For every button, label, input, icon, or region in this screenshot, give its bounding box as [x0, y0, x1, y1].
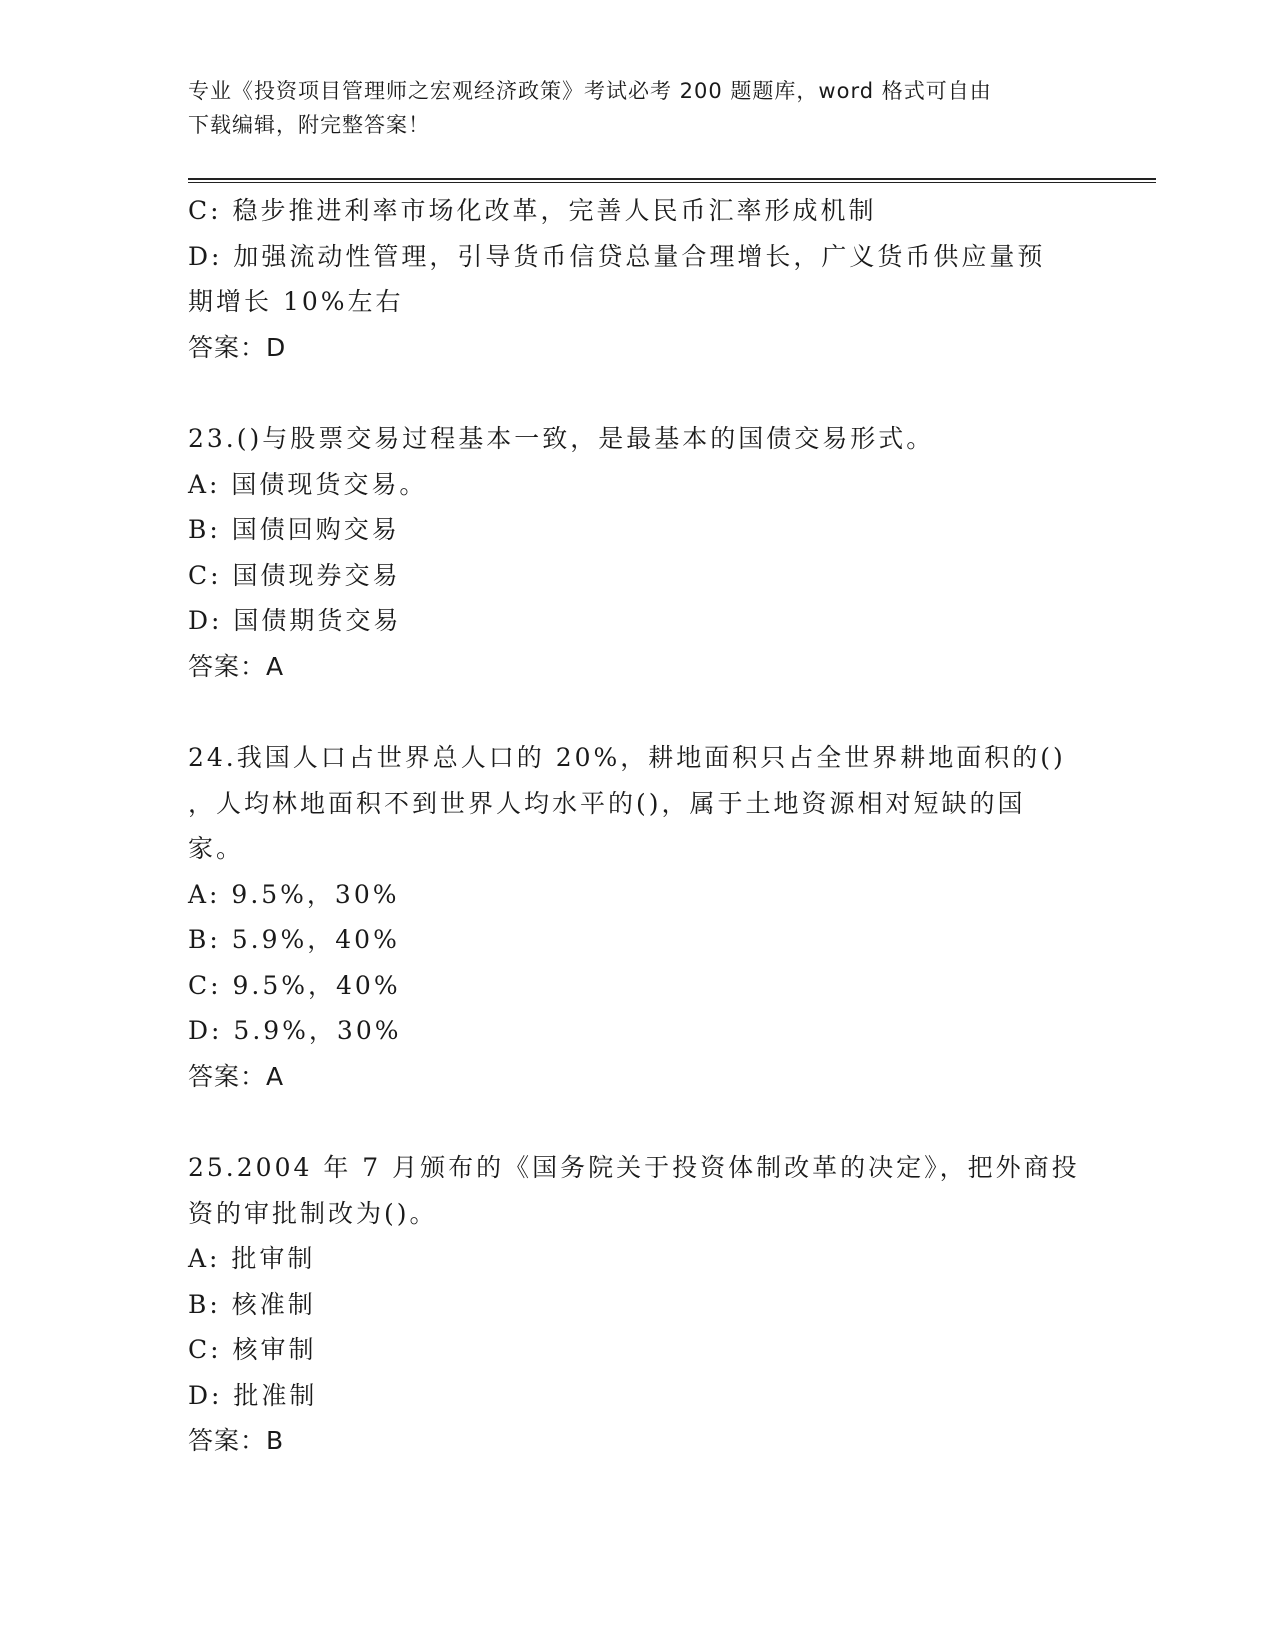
- question-stem: 23.()与股票交易过程基本一致，是最基本的国债交易形式。: [188, 424, 935, 453]
- question-stem-line-3: 家。: [188, 834, 245, 863]
- option-d: D: 5.9%，30%: [188, 1016, 402, 1045]
- option-c: C: 国债现券交易: [188, 560, 401, 590]
- header-divider-thick: [188, 178, 1156, 180]
- header-divider-thin: [188, 182, 1156, 183]
- option-d: D: 批准制: [188, 1380, 318, 1410]
- option-d: D: 国债期货交易: [188, 606, 402, 635]
- answer: 答案：B: [188, 1426, 285, 1455]
- option-a: A: 批审制: [188, 1244, 316, 1273]
- question-stem-line-1: 25.2004 年 7 月颁布的《国务院关于投资体制改革的决定》，把外商投: [188, 1153, 1080, 1182]
- question-stem-line-1: 24.我国人口占世界总人口的 20%，耕地面积只占全世界耕地面积的(): [188, 743, 1066, 772]
- question-23: [188, 416, 1088, 689]
- option-c: C: 核审制: [188, 1335, 317, 1364]
- spacer: [188, 370, 1088, 416]
- option-d-line-1: D: 加强流动性管理，引导货币信贷总量合理增长，广义货币供应量预: [188, 241, 1046, 271]
- document-header: [188, 74, 1088, 142]
- question-25: [188, 1145, 1088, 1464]
- answer: 答案：A: [188, 651, 285, 681]
- option-d-line-2: 期增长 10%左右: [188, 287, 404, 316]
- option-b: B: 5.9%，40%: [188, 925, 400, 954]
- option-a: A: 9.5%，30%: [188, 879, 400, 909]
- question-22-continued: [188, 188, 1088, 370]
- option-b: B: 国债回购交易: [188, 515, 400, 544]
- option-c: C: 9.5%，40%: [188, 970, 401, 1000]
- option-b: B: 核准制: [188, 1289, 316, 1319]
- question-stem-line-2: 资的审批制改为()。: [188, 1198, 438, 1228]
- option-c: C: 稳步推进利率市场化改革，完善人民币汇率形成机制: [188, 196, 877, 225]
- question-24: [188, 735, 1088, 1099]
- question-content: [188, 188, 1088, 1464]
- header-title-line-1: 专业《投资项目管理师之宏观经济政策》考试必考 200 题题库，word 格式可自由: [188, 79, 992, 103]
- header-title-line-2: 下载编辑，附完整答案！: [188, 113, 430, 137]
- spacer: [188, 689, 1088, 735]
- option-a: A: 国债现货交易。: [188, 469, 428, 499]
- answer: 答案：A: [188, 1061, 285, 1091]
- spacer: [188, 1099, 1088, 1145]
- question-stem-line-2: ，人均林地面积不到世界人均水平的()，属于土地资源相对短缺的国: [188, 788, 1026, 818]
- answer: 答案：D: [188, 332, 287, 362]
